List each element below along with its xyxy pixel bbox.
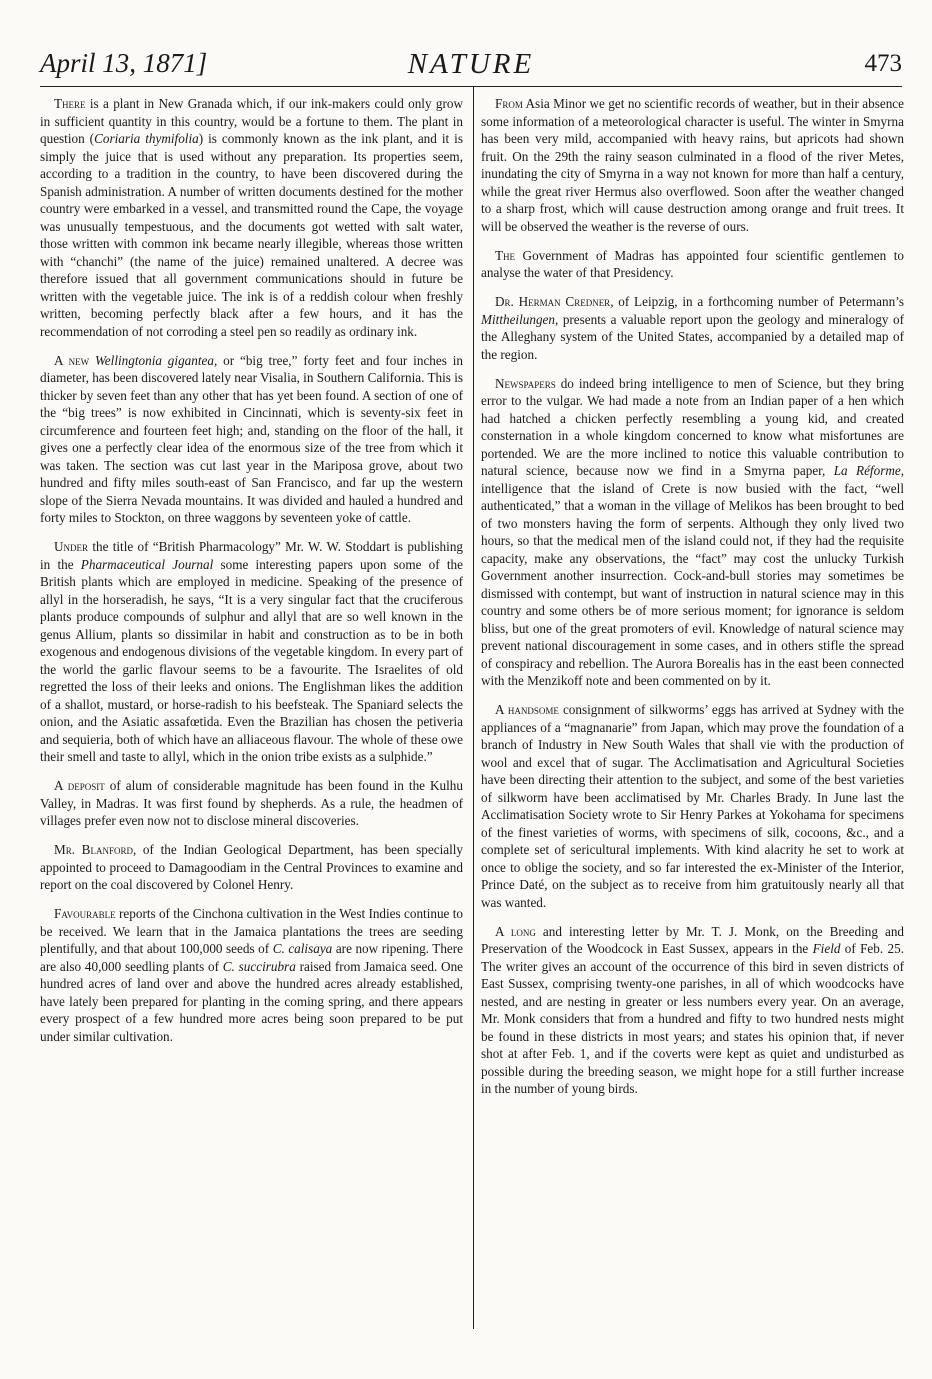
page-header [40,48,902,88]
italic-title: Mittheilungen [481,311,555,327]
italic-title: Coriaria thymifolia [94,131,199,146]
paragraph-text: ) is commonly known as the ink plant, and it is simply the juice that is used without any preparation. Its properties seem, according to a tradition in the country, to have been discovered during the Spanish administration. A number of written documents destined for the mother country were embarked in a vessel, and transmitted round the Cape, the voyage was unusually tempestuous, and the documents got wetted with salt water, those written with common ink became nearly illegible, whereas those written with “chanchi” (the name of the juice) remained unaltered. A decree was therefore issued that all government communications should in future be written with the vegetable juice. The ink is of a reddish colour when freshly written, becoming perfectly black after a few hours, and it has the recommendation of not corroding a steel pen so readily as ordinary ink. [40,131,463,339]
paragraph-text: some interesting papers upon some of the British plants which are employed in medicine. Speaking of the presence of allyl in the horseradish, he says, “It is a very singular fact that the cruciferous plants produce compounds of sulphur and allyl that are so well known in the genus Allium, plants so dissimilar in habit and construction as to be in both exogenous and endogenous divisions of the vegetable kingdom. In every part of the world the garlic flavour seems to be a favourite. The Israelites of old regretted the loss of their leeks and onions. The Englishman likes the addition of a shallot, mustard, or horse-radish to his beefsteak. The Spaniard selects the onion, and the Asiatic assafœtida. Even the Brazilian has chosen the petiveria and sequieria, both of which have an alliaceous flavour. The whole of these owe their smell and taste to allyl, which in the onion tribe exists as a sulphide.” [40,556,463,764]
italic-title: C. succirubra [222,958,296,974]
paragraph-text: are now ripening. There are also 40,000 seedling plants of [40,941,464,974]
article-paragraph [481,247,904,282]
paragraph-text: reports of the Cinchona cultivation in the West Indies continue to be received. We learn that in the Jamaica plantations the trees are seeding plentifully, and that about 100,000 seeds of [40,906,463,956]
paragraph-lead: Favourable [54,906,116,921]
paragraph-lead: Dr. Herman Credner, [495,294,614,309]
paragraph-lead: There [54,96,86,111]
article-paragraph [40,352,463,527]
paragraph-text: , or “big tree,” forty feet and four inches in diameter, has been discovered lately near Visalia, in Southern California. This is thicker by seven feet than any other that has yet been found. A section of one of the “big trees” is now exhibited in Cincinnati, which is seventy-six feet in circumference and fourteen feet high; and, standing on the floor of the hall, it gives one a perfectly clear idea of the enormous size of the tree from which it was taken. The section was cut last year in the Mariposa grove, about two hundred and fifty miles south-east of San Francisco, and far up the western slope of the Sierra Nevada mountains. It was divided and hauled a hundred and forty miles to Stockton, on three waggons by seventeen yoke of cattle. [40,352,464,525]
paragraph-text: of the Indian Geological Department, has been specially appointed to proceed to Damagoodiam in the Central Provinces to examine and report on the coal discovered by Colonel Henry. [40,842,464,892]
paragraph-text: do indeed bring intelligence to men of Science, but they bring error to the vulgar. We had made a note from an Indian paper of a hen which had hatched a chicken perfectly resembling a young kid, and created consternation in a whole kingdom concerned to know what misfortunes are portended. We are the more inclined to notice this valuable contribution to natural science, because now we find in a Smyrna paper, [481,375,904,478]
paragraph-text: of alum of considerable magnitude has been found in the Kulhu Valley, in Madras. It was first found by shepherds. As a rule, the headmen of villages prefer even now not to disclose mineral discoveries. [40,778,463,828]
left-column [40,95,463,1057]
paragraph-lead: From [495,96,523,111]
article-paragraph [40,538,463,766]
italic-title: Wellingtonia gigantea [95,352,214,368]
italic-title: Pharmaceutical Journal [80,556,214,572]
paragraph-lead: The [495,247,516,263]
paragraph-text: raised from Jamaica seed. One hundred acres of land over and above the hundred acres already established, have lately been prepared for planting in the coming spring, and there appears every prospect of a few hundred more acres being soon prepared to be put under similar cultivation. [40,958,464,1044]
paragraph-text: of Feb. 25. The writer gives an account of the occurrence of this bird in seven districts of East Sussex, comprising twenty-one parishes, in all of which woodcocks have nested, and are nesting in greater or less numbers every year. On an average, Mr. Monk considers that from a hundred and fifty to two hundred nests might be found in these districts in most years; and states his opinion that, if never shot at after Feb. 1, and if the coverts were kept as quiet and undisturbed as possible during the breeding season, we might hope for a still further increase in the number of young birds. [481,941,904,1096]
paragraph-lead: A new [54,352,90,368]
issue-date: April 13, 1871] [40,48,208,78]
header-rule [40,86,902,87]
paragraph-lead: A long [495,923,536,939]
paragraph-lead: A deposit [54,778,105,793]
journal-title: NATURE [407,48,535,80]
article-paragraph [481,293,904,363]
paragraph-lead: Newspapers [495,375,556,391]
paragraph-text: and interesting letter by Mr. T. J. Monk, on the Breeding and Preservation of the Woodcock in East Sussex, appears in the [481,923,905,956]
page-number: 473 [864,50,902,77]
right-column [481,95,904,1109]
article-paragraph [481,701,904,911]
article-paragraph [481,375,904,690]
paragraph-lead: Mr. Blanford, [54,842,137,857]
paragraph-text: the title of “British Pharmacology” Mr. W. W. Stoddart is publishing in the [40,539,464,572]
article-paragraph [481,95,904,235]
paragraph-lead: Under [54,539,89,554]
column-divider [473,86,474,1329]
italic-title: La Réforme [833,463,901,478]
article-paragraph [40,841,463,894]
article-paragraph [40,95,463,340]
paragraph-text: Asia Minor we get no scientific records of weather, but in their absence some information of a meteorological character is useful. The winter in Smyrna has been very mild, accompanied with heavy rains, but apricots had shown fruit. On the 29th the rainy season culminated in a flood of the river Metes, inundating the city of Smyrna in a way not known for more than half a century, while the great river Hermus also overflowed. Soon after the weather changed to a sharp frost, which will cause destruction among orange and fruit trees. It will be observed the weather is the reverse of ours. [481,96,904,234]
article-paragraph [481,923,904,1098]
article-paragraph [40,905,463,1045]
italic-title: C. calisaya [272,941,333,956]
paragraph-text: is a plant in New Granada which, if our ink-makers could only grow in sufficient quantity in this country, would be a fortune to them. The plant in question ( [40,96,463,146]
paragraph-text: , presents a valuable report upon the geology and mineralogy of the Alleghany system of the United States, accompanied by a detailed map of the region. [481,311,904,362]
paragraph-text: of Leipzig, in a forthcoming number of Petermann’s [613,294,904,309]
paragraph-text: Government of Madras has appointed four scientific gentlemen to analyse the water of that Presidency. [481,247,904,280]
italic-title: Field [812,941,841,956]
paragraph-text: consignment of silkworms’ eggs has arrived at Sydney with the appliances of a “magnanarie” from Japan, which may prove the foundation of a branch of Industry in New South Wales that shall vie with the production of wool and excel that of sugar. The Acclimatisation and Agricultural Societies have been directing their attention to the subject, and some of the best varieties of silkworm have been acclimatised by Mr. Charles Brady. In June last the Acclimatisation Society wrote to Sir Henry Parkes at Yokohama for specimens of the finest varieties of worms, with specimens of silk, cocoons, &c., and a complete set of sericultural implements. With kind alacrity he set to work at once to oblige the society, and so far interested the ex-Minister of the Interior, Prince Daté, on the subject as to receive from him gratuitously nearly all that was wanted. [481,702,904,910]
paragraph-text: , intelligence that the island of Crete is now busied with the fact, “well authenticated,” that a woman in the village of Melikos has been brought to bed of two monsters having the form of serpents. Although they only lived two hours, so that the medical men of the island could not, if they had the requisite capacity, make any observations, the “fact” may cost the unlucky Turkish Government another insurrection. Cock-and-bull stories may sometimes be dismissed with contempt, but want of instruction in natural science may in this country and some others be of more serious moment; for ignorance is seldom bliss, but one of the great promoters of evil. Knowledge of natural science may prevent national discouragement in some cases, and in others stifle the spread of conspiracy and rebellion. The Aurora Borealis has in the east been connected with the Menzikoff note and been commented on by it. [481,463,904,688]
article-paragraph [40,777,463,830]
paragraph-lead: A handsome [495,702,559,717]
